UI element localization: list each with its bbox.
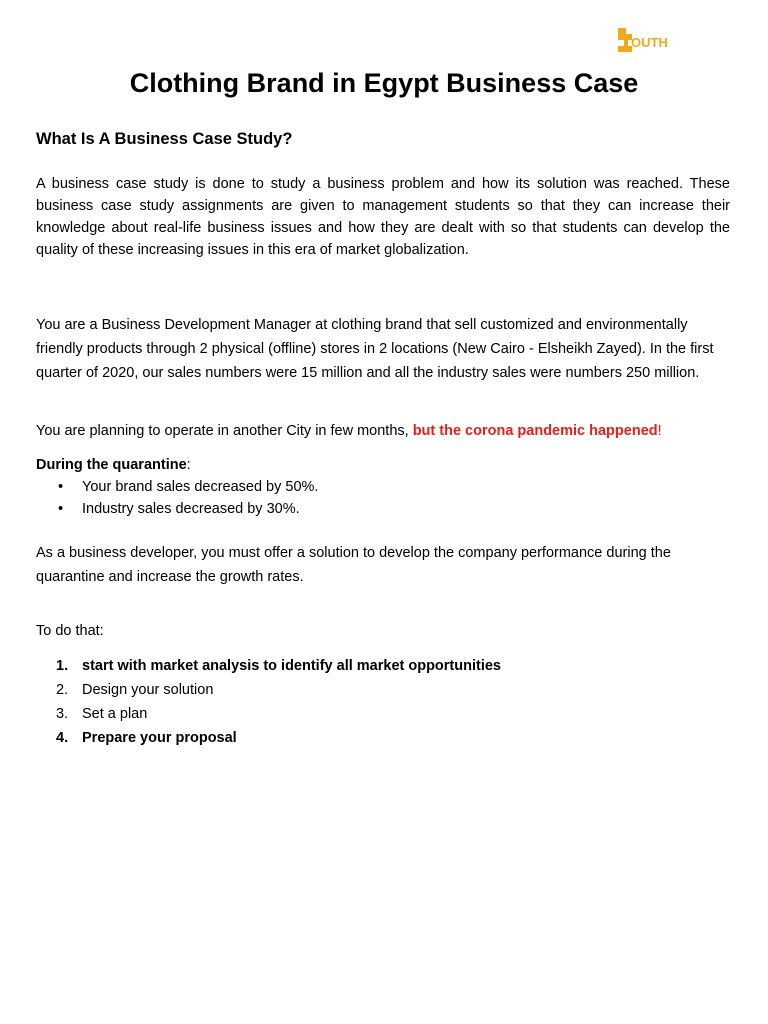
list-item-text: Industry sales decreased by 30%. [82,501,300,517]
bullet-icon: • [58,501,64,517]
todo-label: To do that: [36,623,104,639]
steps-list [36,654,501,750]
step-text: start with market analysis to identify all market opportunities [82,658,501,674]
pandemic-highlight: but the corona pandemic happened [412,423,658,439]
list-item [36,726,501,750]
step-number: 2. [56,682,69,698]
planning-end: ! [657,423,662,439]
step-text: Prepare your proposal [82,730,237,746]
developer-paragraph: As a business developer, you must offer a solution to develop the company performance during the quarantine and increase the growth rates. [36,545,671,585]
page-title: Clothing Brand in Egypt Business Case [129,68,639,98]
list-item-text: Your brand sales decreased by 50%. [82,479,319,495]
step-text: Set a plan [82,706,148,722]
scenario-paragraph: You are a Business Development Manager at clothing brand that sell customized and environmentally friendly products through 2 physical (offline) stores in 2 locations (New Cairo - Elsheikh Zayed). In the first quarter of 2020, our sales numbers were 15 million and all the industry sales were numbers 250 million. [36,317,714,381]
quarantine-heading [36,454,730,476]
logo-text: OUTH [631,35,668,50]
bullet-icon: • [58,479,64,495]
list-item [36,678,501,702]
list-item [36,498,318,520]
list-item [36,654,501,678]
quarantine-label: During the quarantine [36,457,187,473]
list-item [36,476,318,498]
step-text: Design your solution [82,682,214,698]
step-number: 4. [56,730,69,746]
planning-text: You are planning to operate in another City in few months, [36,423,413,439]
list-item [36,702,501,726]
planning-paragraph [36,420,730,442]
section-heading: What Is A Business Case Study? [36,130,293,148]
youth-logo [616,26,688,56]
step-number: 3. [56,706,69,722]
intro-paragraph: A business case study is done to study a business problem and how its solution was reached. These business case study assignments are given to management students so that they can increase their knowledge about real-life business issues and how they are dealt with so that students can develop the quality of these increasing issues in this era of market globalization. [36,176,730,258]
step-number: 1. [56,658,69,674]
quarantine-list [36,476,318,520]
quarantine-colon: : [186,457,191,473]
